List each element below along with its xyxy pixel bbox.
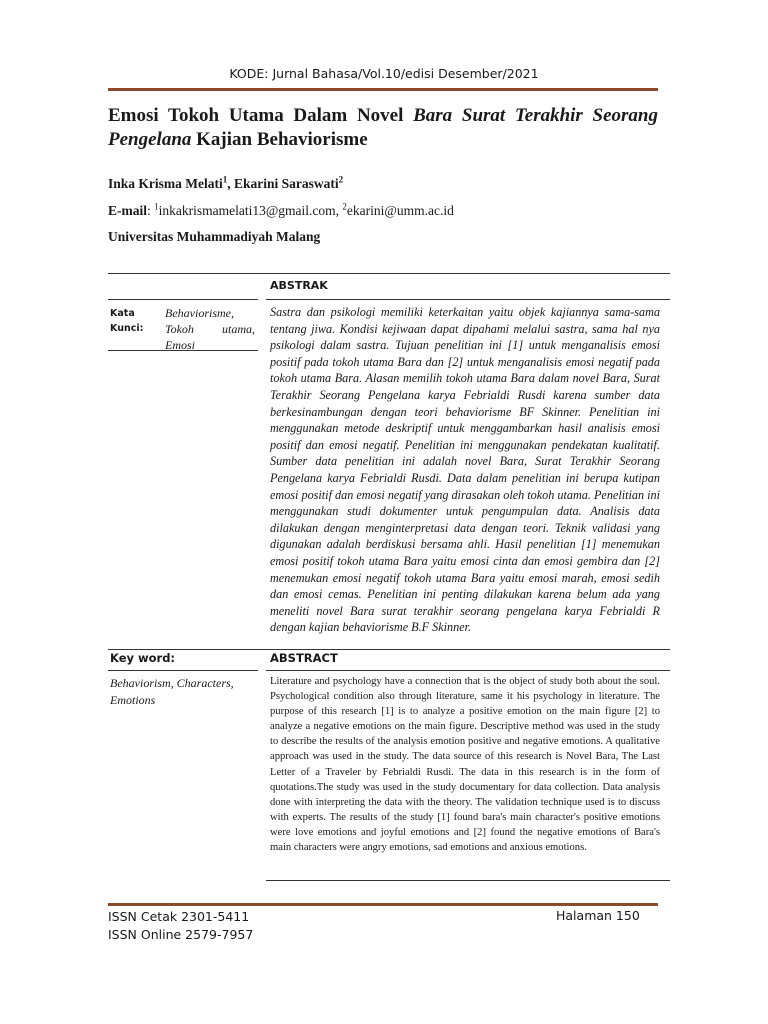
key-word-value: Behaviorism, Characters, Emotions xyxy=(110,676,234,707)
kata-kunci-label: Kata Kunci: xyxy=(110,308,144,334)
email-separator: : xyxy=(147,203,155,218)
page-number: Halaman 150 xyxy=(556,908,640,923)
abstract-body: Literature and psychology have a connection that is the object of study both about the soul. Psychological condition also through literature, same it his psychology in literature. The purpose of this research [1] is to analyze a positive emotion on the main figure [2] to analyze a negative emotions on the main figure. Descriptive method was used in the study to describe the results of the analysis emotion positive and negative emotions. A qualitative approach was used in the study. The data source of this research is Novel Bara, The Last Letter of a Traveler by Febrialdi Rusdi. The data in this research is in the form of quotations.The study was used in the study documentary for data collection. Data analysis done with interpreting the data with the theory. The validation technique used is to discuss with experts. The results of the study [1] found bara's main character's positive emotions were love emotions and joyful emotions and [2] found the negative emotions of Bara's main characters were angry emotions, sad emotions and anxious emotions. xyxy=(270,676,660,854)
author-2: , Ekarini Saraswati xyxy=(227,176,339,191)
abstract-heading: ABSTRACT xyxy=(270,651,338,665)
kata-kunci-value: Behaviorisme, Tokoh utama, Emosi xyxy=(165,306,255,352)
abstrak-body: Sastra dan psikologi memiliki keterkaitan yaitu objek kajiannya sama-sama tentang jiwa. Kondisi kejiwaan dapat dipahami melalui sastra, sama hal nya psikologi dalam sastra. Tujuan penelitian ini [1] untuk menganalisis emosi positif pada tokoh utama Bara dan [2] untuk menganalisis emosi negatif pada tokoh utama Bara. Alasan memilih tokoh utama Bara dalam novel Bara, Surat Terakhir Seorang Pengelana karya Febrialdi Rusdi karena sumber data berkesinambungan dengan teori behaviorisme BF Skinner. Penelitian ini menggunakan metode deskriptif untuk menggambarkan hasil analisis emosi positif dan emosi negatif. Penelitian ini menggunakan pendekatan kualitatif. Sumber data penelitian ini adalah novel Bara, Surat Terakhir Seorang Pengelana karya Febrialdi Rusdi. Data dalam penelitian ini berupa kutipan emosi positif dan emosi negatif yang dirasakan oleh tokoh utama. Penelitian ini menggunakan studi dokumenter untuk pengumpulan data. Analisis data dilakukan dengan menginterpretasi data dengan teori. Teknik validasi yang digunakan adalah berdiskusi bersama ahli. Hasil penelitian [1] menemukan emosi positif tokoh utama Bara yaitu emosi cinta dan emosi gembira dan [2] menemukan emosi negatif tokoh utama Bara yaitu emosi marah, emosi sedih dan emosi cemas. Penelitian ini penting dilakukan karena belum ada yang meneliti novel Bara surat terakhir seorang pengelana karya Febrialdi R dengan kajian behaviorisme B.F Skinner. xyxy=(270,305,660,635)
email-1[interactable]: inkakrismamelati13@gmail.com, xyxy=(158,203,343,218)
author-1: Inka Krisma Melati xyxy=(108,176,223,191)
abstrak-head-rule xyxy=(266,299,670,300)
email-label: E-mail xyxy=(108,203,147,218)
author-line xyxy=(108,176,343,192)
affiliation: Universitas Muhammadiyah Malang xyxy=(108,229,321,244)
key-word-label: Key word: xyxy=(110,651,176,665)
journal-header: KODE: Jurnal Bahasa/Vol.10/edisi Desember/2021 xyxy=(229,66,539,81)
footer-rule xyxy=(108,903,658,906)
article-title xyxy=(108,104,658,152)
email-line xyxy=(108,203,454,219)
key-word-rule xyxy=(108,649,670,650)
author-2-sup: 2 xyxy=(338,174,344,185)
issn-print: ISSN Cetak 2301-5411 xyxy=(108,909,250,924)
title-part2: Kajian Behaviorisme xyxy=(191,129,368,150)
abstract-head-rule xyxy=(266,670,670,671)
author-1-sup: 1 xyxy=(222,174,228,185)
table-rule-top xyxy=(108,273,670,274)
email-1-sup: 1 xyxy=(154,201,159,212)
title-part1: Emosi Tokoh Utama Dalam Novel xyxy=(108,105,414,126)
header-rule xyxy=(108,88,658,91)
key-word-head-rule xyxy=(108,670,258,671)
abstract-bottom-rule xyxy=(266,880,670,881)
keywords-rule xyxy=(108,299,258,300)
title-novel-name: Bara Surat Terakhir Seorang Pengelana xyxy=(108,105,658,150)
email-2-sup: 2 xyxy=(342,201,347,212)
issn-block xyxy=(108,908,253,944)
abstrak-heading: ABSTRAK xyxy=(270,279,328,292)
issn-online: ISSN Online 2579-7957 xyxy=(108,927,254,942)
email-2[interactable]: ekarini@umm.ac.id xyxy=(346,203,454,218)
